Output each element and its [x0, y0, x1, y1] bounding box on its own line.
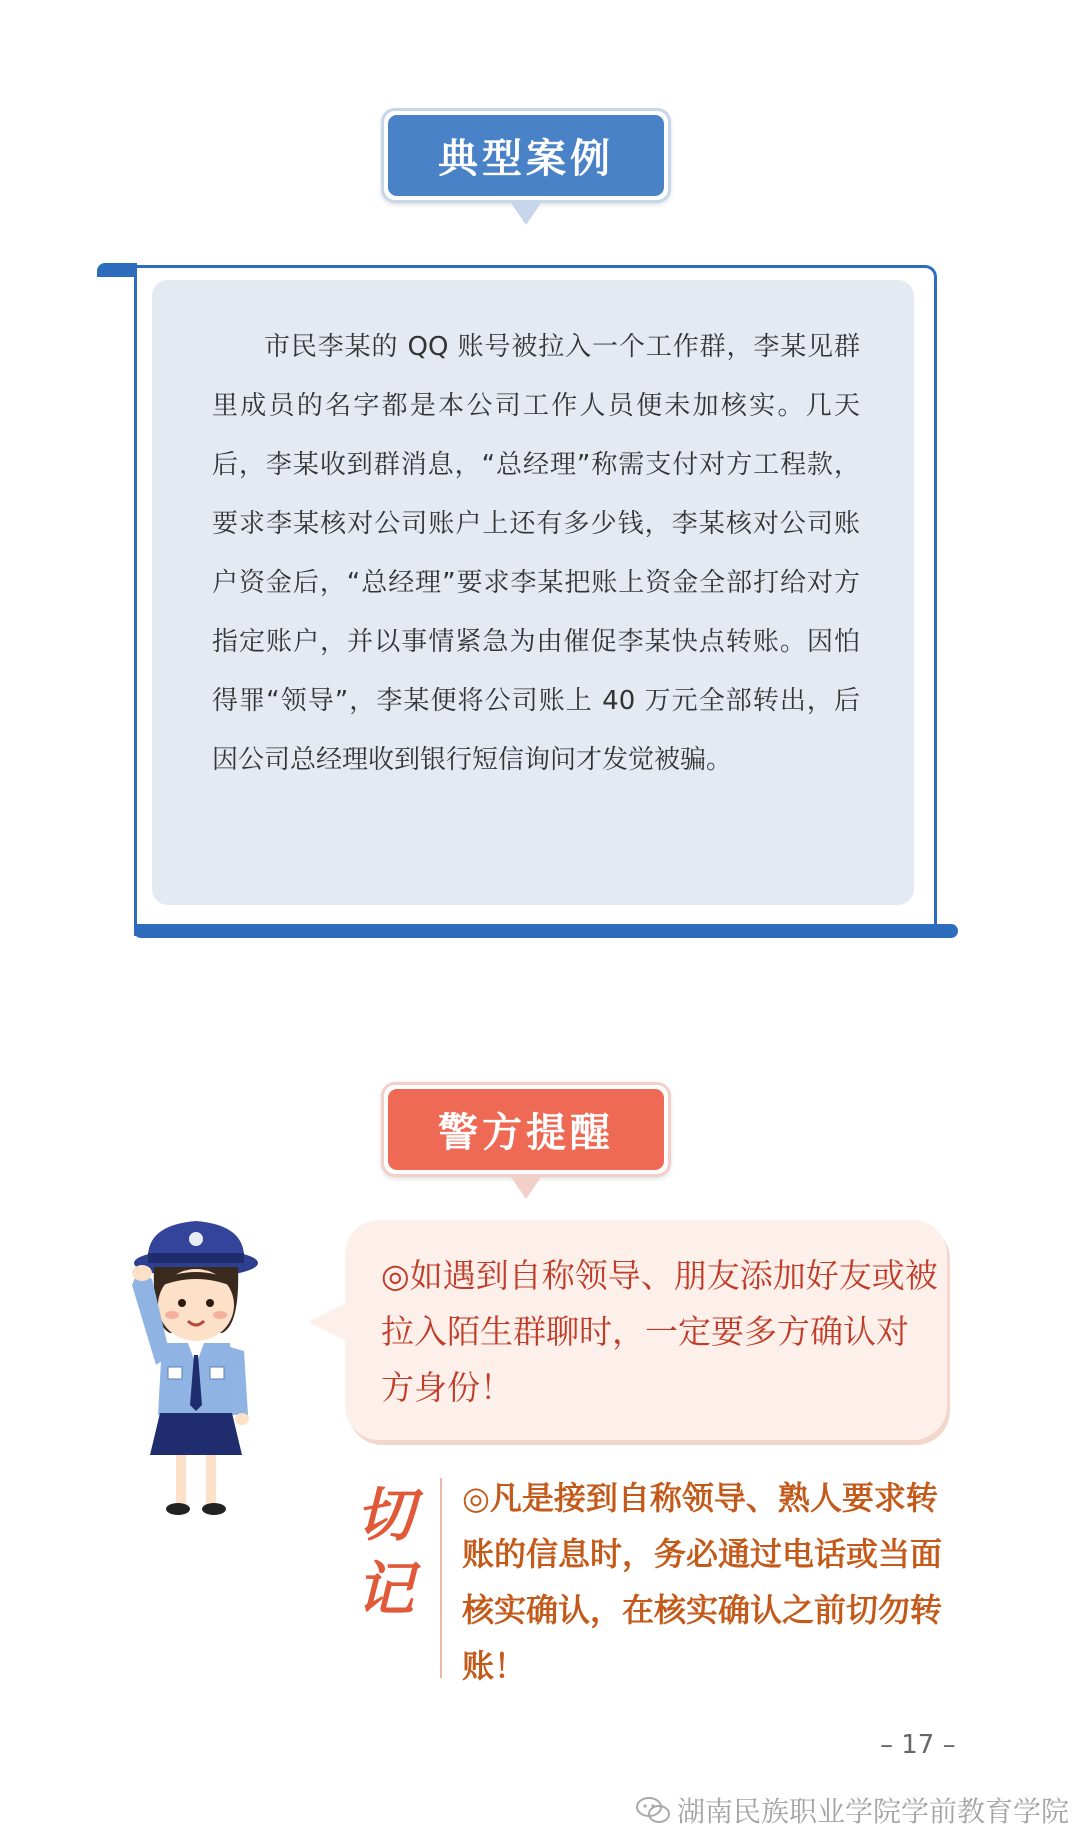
badge-pointer: [511, 1177, 541, 1199]
case-frame-bottom-bar: [134, 924, 958, 938]
case-frame-left-line: [134, 265, 137, 925]
badge-pointer: [511, 203, 541, 225]
speech-bubble-tail: [308, 1302, 348, 1342]
warning-heading-badge: [381, 1082, 671, 1177]
source-watermark: [635, 1790, 1069, 1830]
warning-tip-1: ◎如遇到自称领导、朋友添加好友或被拉入陌生群聊时，一定要多方确认对方身份！: [381, 1256, 938, 1407]
case-heading-title: 典型案例: [388, 115, 664, 196]
warning-heading-title: 警方提醒: [388, 1089, 664, 1170]
qieji-divider: [440, 1478, 442, 1678]
case-heading-badge: [381, 108, 671, 203]
watermark-text: 湖南民族职业学院学前教育学院: [677, 1795, 1070, 1828]
qieji-char-1: 切: [355, 1481, 414, 1549]
case-story-text: 市民李某的 QQ 账号被拉入一个工作群，李某见群里成员的名字都是本公司工作人员便未加核实。几天后，李某收到群消息，“总经理”称需支付对方工程款，要求李某核对公司账户上还有多少钱，李某核对公司账户资金后，“总经理”要求李某把账上资金全部打给对方指定账户，并以事情紧急为由催促李某快点转账。因怕得罪“领导”，李某便将公司账上 40 万元全部转出，后因公司总经理收到银行短信询问才发觉被骗。: [212, 332, 860, 775]
case-frame-corner: [97, 263, 137, 277]
police-officer-illustration: [118, 1215, 288, 1520]
warning-tip-2: ◎凡是接到自称领导、熟人要求转账的信息时，务必通过电话或当面核实确认，在核实确认之前切勿转账！: [462, 1479, 943, 1685]
qieji-char-2: 记: [355, 1555, 414, 1623]
page-number: – 17 –: [880, 1730, 956, 1760]
wechat-icon: [635, 1795, 671, 1825]
qieji-stamp: [355, 1478, 415, 1626]
